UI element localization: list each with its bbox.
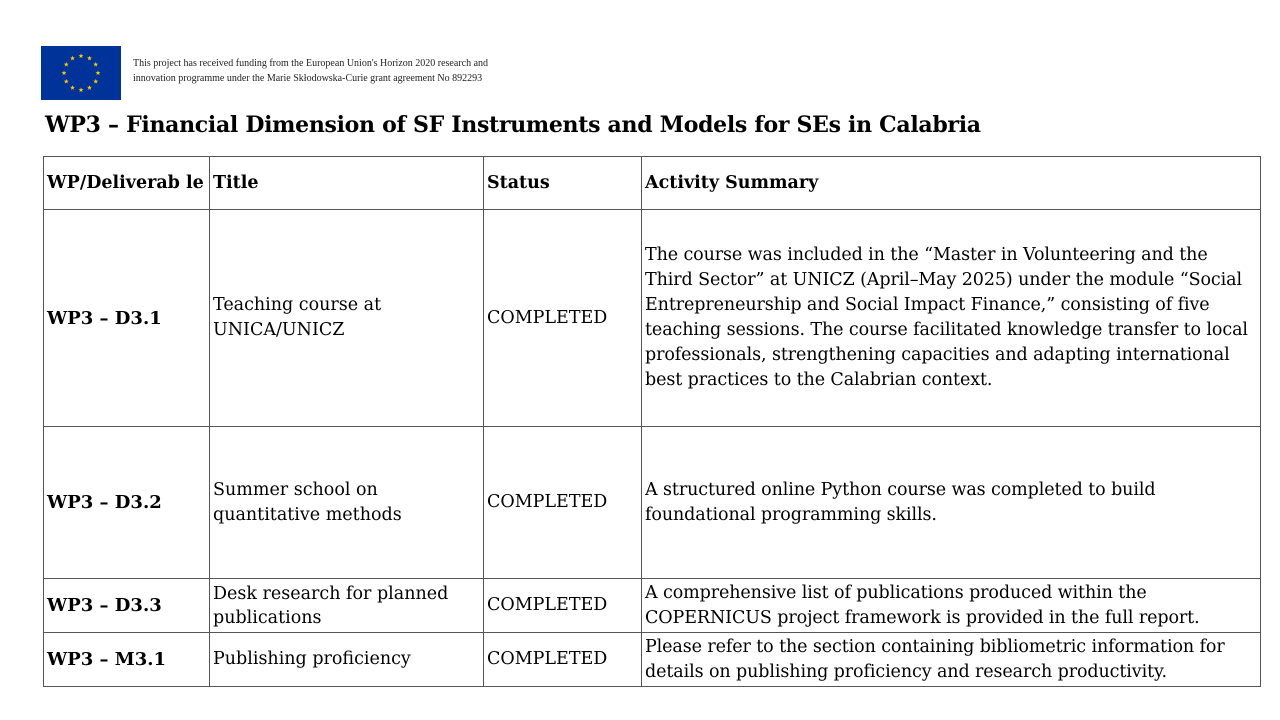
row-title: Summer school on quantitative methods <box>210 427 484 579</box>
table-row <box>44 427 1261 579</box>
header-title: Title <box>210 157 484 210</box>
row-wp: WP3 – D3.3 <box>44 579 210 633</box>
table-row <box>44 210 1261 427</box>
row-status: COMPLETED <box>484 427 642 579</box>
row-title: Teaching course at UNICA/UNICZ <box>210 210 484 427</box>
row-title: Publishing proficiency <box>210 633 484 687</box>
funding-text <box>133 56 573 86</box>
header-wp: WP/Deliverab le <box>44 157 210 210</box>
row-status: COMPLETED <box>484 210 642 427</box>
row-wp: WP3 – D3.2 <box>44 427 210 579</box>
row-status: COMPLETED <box>484 633 642 687</box>
row-summary: The course was included in the “Master in Volunteering and the Third Sector” at UNICZ (April–May 2025) under the module “Social Entrepreneurship and Social Impact Finance,” consisting of five teaching sessions. The course facilitated knowledge transfer to local professionals, strengthening capacities and adapting international best practices to the Calabrian context. <box>642 210 1261 427</box>
row-wp: WP3 – D3.1 <box>44 210 210 427</box>
eu-flag-icon <box>41 46 121 100</box>
funding-acknowledgement <box>41 46 573 100</box>
row-summary: A comprehensive list of publications produced within the COPERNICUS project framework is provided in the full report. <box>642 579 1261 633</box>
row-wp: WP3 – M3.1 <box>44 633 210 687</box>
header-status: Status <box>484 157 642 210</box>
header-summary: Activity Summary <box>642 157 1261 210</box>
deliverables-table <box>43 156 1261 687</box>
row-title: Desk research for planned publications <box>210 579 484 633</box>
row-status: COMPLETED <box>484 579 642 633</box>
table-row <box>44 579 1261 633</box>
row-summary: A structured online Python course was completed to build foundational programming skills. <box>642 427 1261 579</box>
funding-line-2: innovation programme under the Marie Skłodowska-Curie grant agreement No 892293 <box>133 73 483 84</box>
row-summary: Please refer to the section containing bibliometric information for details on publishing proficiency and research productivity. <box>642 633 1261 687</box>
table-header-row <box>44 157 1261 210</box>
funding-line-1: This project has received funding from the European Union's Horizon 2020 research and <box>133 58 489 69</box>
table-row <box>44 633 1261 687</box>
page-title: WP3 – Financial Dimension of SF Instruments and Models for SEs in Calabria <box>45 112 981 138</box>
